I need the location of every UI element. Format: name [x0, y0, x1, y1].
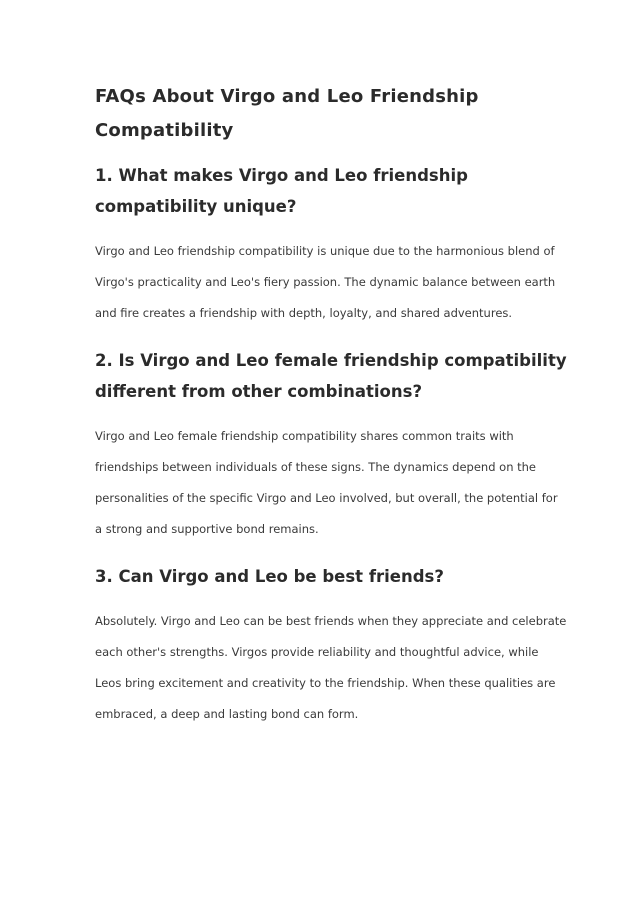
faq-question: 3. Can Virgo and Leo be best friends? — [95, 567, 444, 586]
faq-answer: Virgo and Leo friendship compatibility is unique due to the harmonious blend of Virgo's practicality and Leo's fiery passion. The dynamic balance between earth and fire creates a friendship with depth, loyalty, and shared adventures. — [95, 244, 556, 320]
page-title: FAQs About Virgo and Leo Friendship Compatibility — [95, 86, 479, 141]
faq-question: 1. What makes Virgo and Leo friendship compatibility unique? — [95, 166, 468, 216]
faq-answer: Absolutely. Virgo and Leo can be best friends when they appreciate and celebrate each other's strengths. Virgos provide reliability and thoughtful advice, while Leos bring excitement and creativity to the friendship. When these qualities are embraced, a deep and lasting bond can form. — [95, 614, 567, 721]
faq-item-1 — [95, 160, 568, 329]
faq-question: 2. Is Virgo and Leo female friendship compatibility different from other combinations? — [95, 351, 567, 401]
faq-answer: Virgo and Leo female friendship compatibility shares common traits with friendships between individuals of these signs. The dynamics depend on the personalities of the specific Virgo and Leo involved, but overall, the potential for a strong and supportive bond remains. — [95, 429, 558, 536]
faq-item-3 — [95, 561, 568, 730]
faq-item-2 — [95, 345, 568, 545]
